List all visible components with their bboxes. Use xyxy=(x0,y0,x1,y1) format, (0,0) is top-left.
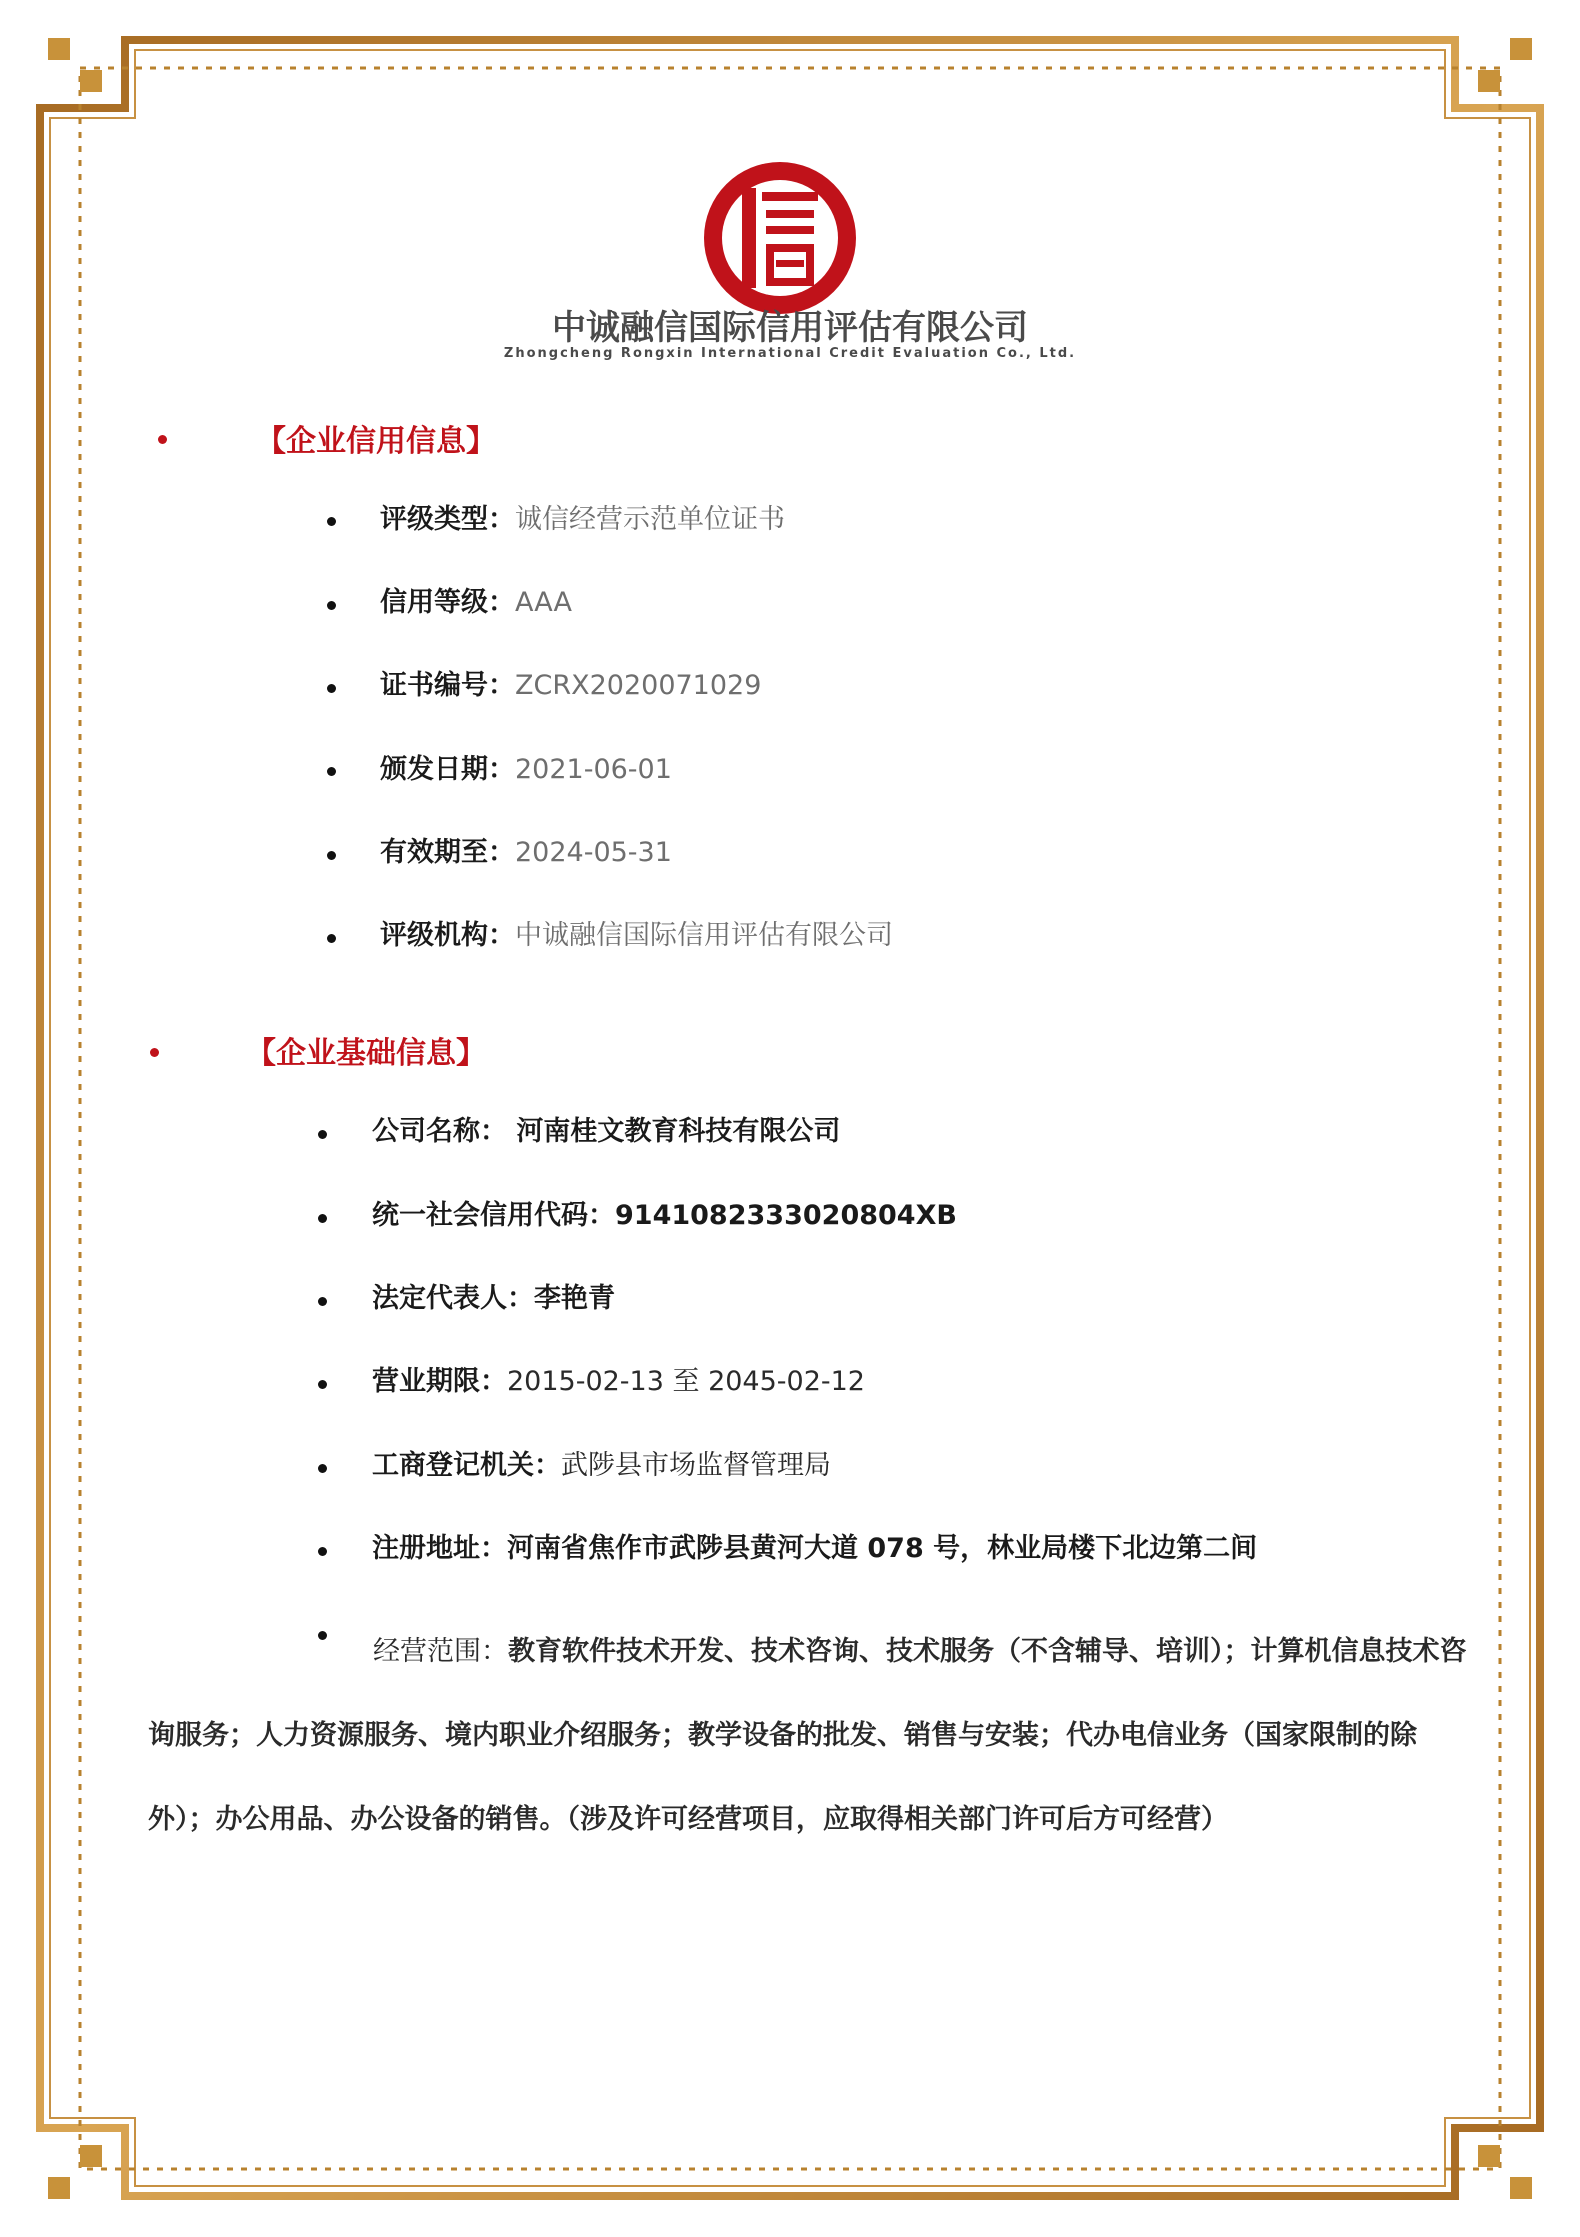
scope-text: 教育软件技术开发、技术咨询、技术服务（不含辅导、培训）；计算机信息技术咨询服务；人力资源服务、境内职业介绍服务；教学设备的批发、销售与安装；代办电信业务（国家限制的除外）；办公用品、办公设备的销售。（涉及许可经营项目，应取得相关部门许可后方可经营） xyxy=(148,1636,1467,1835)
basic-item-business-term xyxy=(372,1364,865,1400)
item-label: 统一社会信用代码： xyxy=(372,1200,615,1231)
item-label: 公司名称： xyxy=(372,1116,507,1147)
list-bullet xyxy=(327,767,336,776)
item-value: ZCRX2020071029 xyxy=(515,670,762,701)
list-bullet xyxy=(318,1214,327,1223)
item-label: 信用等级： xyxy=(380,587,515,618)
item-value: 河南省焦作市武陟县黄河大道 078 号，林业局楼下北边第二间 xyxy=(507,1533,1258,1564)
basic-item-company-name xyxy=(372,1114,840,1150)
item-label: 颁发日期： xyxy=(380,754,515,785)
credit-item-level xyxy=(380,585,572,621)
item-label: 评级类型： xyxy=(380,504,515,535)
item-value: AAA xyxy=(515,587,572,618)
list-bullet xyxy=(318,1130,327,1139)
basic-item-registration-authority xyxy=(372,1448,831,1484)
list-bullet xyxy=(318,1547,327,1556)
item-value: 武陟县市场监督管理局 xyxy=(561,1450,831,1481)
credit-item-valid-until xyxy=(380,835,672,871)
list-bullet xyxy=(327,601,336,610)
list-bullet xyxy=(327,517,336,526)
basic-item-legal-rep xyxy=(372,1281,615,1317)
section-bullet xyxy=(158,435,167,444)
item-label: 法定代表人： xyxy=(372,1283,534,1314)
item-value: 9141082333020804XB xyxy=(615,1200,957,1231)
list-bullet xyxy=(318,1297,327,1306)
credit-item-rating-type xyxy=(380,502,785,538)
item-label: 有效期至： xyxy=(380,837,515,868)
list-bullet xyxy=(318,1380,327,1389)
list-bullet xyxy=(318,1464,327,1473)
business-scope xyxy=(148,1610,1474,1862)
basic-item-address xyxy=(372,1531,1257,1567)
company-name-cn: 中诚融信国际信用评估有限公司 xyxy=(552,308,1028,348)
item-label: 营业期限： xyxy=(372,1366,507,1397)
xin-seal-logo xyxy=(700,158,860,318)
credit-item-cert-number xyxy=(380,668,761,704)
basic-section-title: 【企业基础信息】 xyxy=(246,1036,486,1071)
credit-item-issue-date xyxy=(380,752,672,788)
item-value: 2021-06-01 xyxy=(515,754,672,785)
item-value: 河南桂文教育科技有限公司 xyxy=(507,1116,841,1147)
item-value: 2015-02-13 至 2045-02-12 xyxy=(507,1366,865,1397)
item-label: 注册地址： xyxy=(372,1533,507,1564)
list-bullet xyxy=(327,684,336,693)
item-value: 诚信经营示范单位证书 xyxy=(515,504,785,535)
item-value: 2024-05-31 xyxy=(515,837,672,868)
item-value: 中诚融信国际信用评估有限公司 xyxy=(515,920,893,951)
item-label: 工商登记机关： xyxy=(372,1450,561,1481)
list-bullet xyxy=(327,851,336,860)
list-bullet xyxy=(327,934,336,943)
scope-label: 经营范围： xyxy=(373,1636,508,1667)
section-bullet xyxy=(150,1048,159,1057)
item-label: 证书编号： xyxy=(380,670,515,701)
credit-item-agency xyxy=(380,918,893,954)
item-value: 李艳青 xyxy=(534,1283,615,1314)
credit-section-title: 【企业信用信息】 xyxy=(256,424,496,459)
item-label: 评级机构： xyxy=(380,920,515,951)
basic-item-credit-code xyxy=(372,1198,957,1234)
company-name-en: Zhongcheng Rongxin International Credit Evaluation Co., Ltd. xyxy=(503,346,1077,361)
